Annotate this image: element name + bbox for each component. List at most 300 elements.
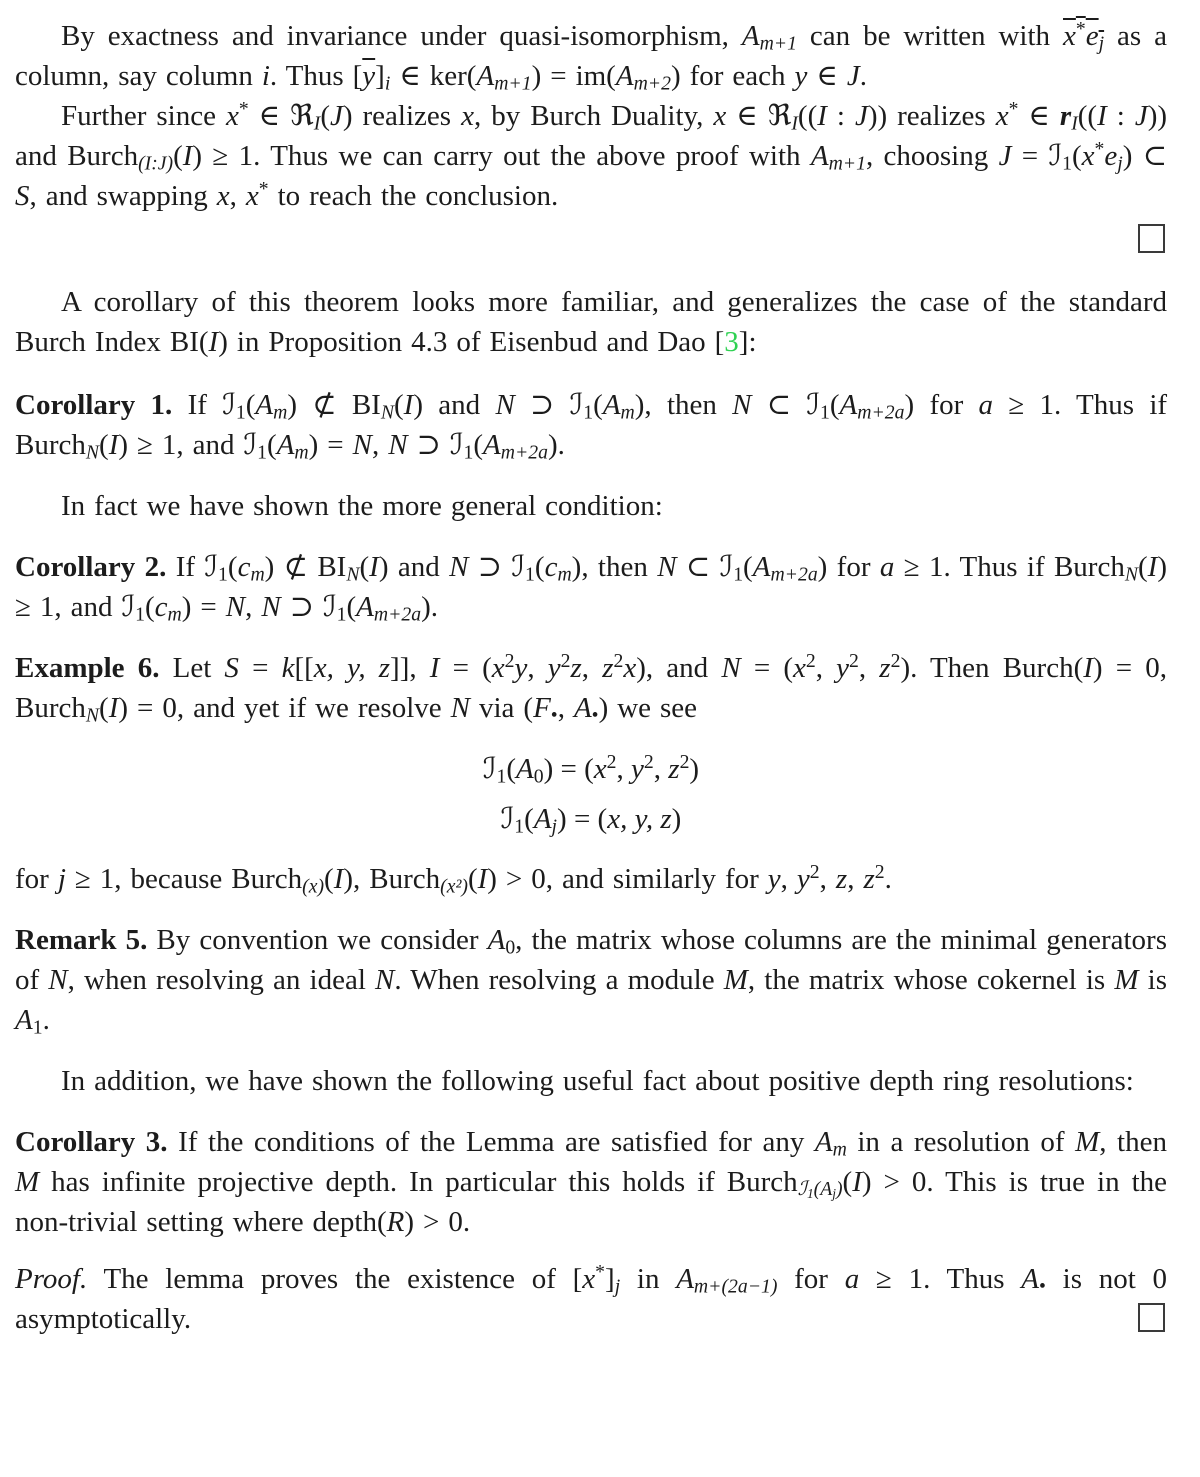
example-6 [15, 648, 1167, 728]
text-segment: A [533, 803, 552, 835]
text-segment: . [42, 1004, 50, 1036]
text-segment: for [777, 1263, 845, 1295]
text-segment: ) [835, 1178, 843, 1201]
text-segment: ℐ [569, 389, 584, 421]
text-segment: 1 [525, 563, 535, 586]
paragraph-for-j [15, 859, 1167, 899]
text-segment: Proof. [15, 1263, 88, 1295]
text-segment: I [369, 551, 379, 583]
text-segment: z [668, 753, 680, 785]
text-segment: j [832, 1186, 836, 1202]
text-segment: ℐ [1048, 140, 1063, 172]
text-segment: (x) [302, 875, 325, 898]
text-segment: ( [1137, 551, 1148, 583]
text-segment: 1 [257, 441, 268, 464]
text-segment: I [208, 326, 219, 358]
text-segment: 2 [504, 650, 515, 673]
text-segment: ( [145, 591, 155, 623]
text-segment: A [820, 1178, 833, 1201]
text-segment: . Thus [ [269, 60, 363, 92]
text-segment: ) and [378, 551, 450, 583]
text-segment: e [1085, 20, 1099, 52]
text-segment: = [238, 652, 282, 684]
text-segment: 1 [235, 401, 246, 424]
text-segment: ), then [571, 551, 658, 583]
text-segment: : [1106, 100, 1135, 132]
text-segment: y [796, 863, 810, 895]
text-segment: 2 [890, 650, 901, 673]
text-segment: ) for each [670, 60, 795, 92]
text-segment: ]: [738, 326, 757, 358]
text-segment: x [582, 1263, 596, 1295]
text-segment: ) ⊄ BI [264, 551, 347, 583]
text-segment: ℐ [323, 591, 337, 623]
text-segment: M [1114, 964, 1139, 996]
text-segment: j [614, 1275, 621, 1298]
text-segment: [[ [294, 652, 314, 684]
paragraph-corollary-intro [15, 282, 1167, 362]
text-segment: y [631, 753, 644, 785]
text-segment: ℐ [222, 389, 236, 421]
paragraph-in-addition [15, 1061, 1167, 1101]
text-segment: ) for [904, 389, 979, 421]
text-segment: J [1134, 100, 1148, 132]
text-segment: = ( [439, 652, 492, 684]
text-segment: r [1059, 100, 1072, 132]
text-segment: ≥ 1, because Burch [65, 863, 303, 895]
text-segment: ) = ( [557, 803, 608, 835]
text-segment: c [237, 551, 251, 583]
text-segment: k [281, 652, 295, 684]
text-segment: m [167, 603, 182, 626]
equation-i1-a0 [15, 746, 1167, 792]
text-segment: m [620, 401, 635, 424]
text-segment: ). Then Burch( [900, 652, 1084, 684]
text-segment: A [839, 389, 858, 421]
text-segment: x [793, 652, 806, 684]
text-segment: z [863, 863, 875, 895]
text-segment: , [581, 652, 603, 684]
text-segment: ( [359, 551, 370, 583]
text-segment: x [461, 100, 474, 132]
text-segment: In fact we have shown the more general condition: [61, 490, 663, 522]
text-segment: A [741, 20, 760, 52]
text-segment: A [615, 60, 634, 92]
text-segment: ( [99, 429, 109, 461]
text-segment: x, y, z [607, 803, 672, 835]
text-segment: y [794, 60, 808, 92]
text-segment: c [544, 551, 558, 583]
text-segment: I [429, 652, 440, 684]
text-segment: ] [605, 1263, 615, 1295]
text-segment: 1 [463, 441, 474, 464]
text-segment: 1 [820, 401, 830, 424]
text-segment: N [495, 389, 515, 421]
text-segment: 2 [805, 650, 816, 673]
text-segment: A [676, 1263, 694, 1295]
text-segment: z [879, 652, 891, 684]
text-segment: ⊂ [751, 389, 807, 421]
text-segment: A [814, 1126, 833, 1158]
text-segment: I [108, 429, 119, 461]
text-segment: , [371, 429, 389, 461]
text-segment: A [276, 429, 295, 461]
corollary-1 [15, 385, 1167, 465]
text-segment: ) we see [598, 692, 698, 724]
text-segment: , [847, 863, 864, 895]
paragraph-in-fact [15, 486, 1167, 526]
text-segment: ⊃ [514, 389, 570, 421]
text-segment: Corollary 3. [15, 1126, 168, 1158]
text-segment: ) = im( [531, 60, 616, 92]
proof-paragraph [15, 1259, 1167, 1339]
text-segment: ( [506, 753, 517, 785]
text-segment: * [238, 98, 249, 121]
text-segment: ) for [817, 551, 880, 583]
text-segment: ) = [308, 429, 353, 461]
text-segment: in a resolution of [846, 1126, 1076, 1158]
text-segment: ℐ [121, 591, 136, 623]
text-segment: A [810, 140, 829, 172]
text-segment: i [384, 72, 391, 95]
text-segment: ( [324, 863, 334, 895]
text-segment: ℐ [511, 551, 526, 583]
text-segment: ∈ [726, 100, 768, 132]
text-segment: is [1138, 964, 1167, 996]
text-segment: A [573, 692, 592, 724]
text-segment: ( [524, 803, 534, 835]
text-segment: J [330, 100, 343, 132]
text-segment: ℐ [449, 429, 464, 461]
text-segment: , [815, 652, 837, 684]
text-segment: z [570, 652, 582, 684]
text-segment: ℐ [204, 551, 219, 583]
text-segment: for [15, 863, 58, 895]
text-segment: ) ⊄ BI [287, 389, 381, 421]
equation-i1-aj [15, 796, 1167, 842]
text-segment: M [15, 1166, 40, 1198]
text-segment: 1 [806, 1186, 814, 1202]
text-segment: , [527, 652, 548, 684]
text-segment: I [791, 112, 798, 135]
text-segment: x [225, 100, 239, 132]
text-segment: * [1008, 98, 1019, 121]
text-segment: The lemma proves the existence of [ [87, 1263, 583, 1295]
text-segment: N [450, 692, 470, 724]
text-segment: , [819, 863, 836, 895]
text-segment: , then [1099, 1126, 1167, 1158]
text-segment: I [1097, 100, 1107, 132]
text-segment: A [483, 429, 501, 461]
text-segment: , [780, 863, 797, 895]
text-segment: M [1075, 1126, 1100, 1158]
text-segment: I [1071, 112, 1078, 135]
text-segment: to reach the conclusion. [268, 180, 559, 212]
text-segment: ⊃ [280, 591, 323, 623]
text-segment: Example 6. [15, 652, 160, 684]
text-segment: , [245, 591, 262, 623]
text-segment: Remark 5. [15, 924, 148, 956]
text-segment: ∈ [248, 100, 291, 132]
text-segment: 0 [533, 765, 544, 788]
text-segment: I [182, 140, 193, 172]
text-segment: i [261, 60, 270, 92]
text-segment: (( [797, 100, 818, 132]
text-segment: ) in Proposition 4.3 of Eisenbud and Dao [ [218, 326, 725, 358]
text-segment: ⊂ [676, 551, 720, 583]
paragraph-exactness [15, 16, 1167, 96]
text-segment [362, 60, 375, 92]
text-segment: 1 [135, 603, 145, 626]
text-segment: ) > 0. [404, 1206, 471, 1238]
text-segment: N [732, 389, 752, 421]
text-segment: I [477, 863, 488, 895]
text-segment: m+2a [373, 603, 422, 626]
text-segment: ≥ 1. Thus [859, 1263, 1022, 1295]
text-segment: ( [245, 389, 256, 421]
text-segment: ≥ 1. Thus if Burch [894, 551, 1125, 583]
text-segment: j [551, 815, 558, 838]
text-segment: , the matrix whose columns are the minimal generators of [15, 924, 1167, 996]
text-segment: )) and Burch [15, 100, 1168, 172]
text-segment: N [375, 964, 395, 996]
text-segment: N [449, 551, 469, 583]
text-segment: via ( [469, 692, 534, 724]
text-segment: 1 [32, 1016, 43, 1039]
text-segment: By convention we consider [147, 924, 488, 956]
text-segment: ( [467, 863, 478, 895]
text-segment: y [547, 652, 561, 684]
text-segment: , when resolving an ideal [67, 964, 375, 996]
qed-row [15, 221, 1167, 251]
text-segment: x [593, 753, 607, 785]
text-segment: I [817, 100, 827, 132]
text-segment: 1 [496, 765, 507, 788]
text-segment: , and swapping [29, 180, 217, 212]
text-segment: m+2a [500, 441, 548, 464]
text-segment: F [533, 692, 551, 724]
text-segment: j [1098, 32, 1105, 55]
text-segment: ℜ [767, 100, 792, 132]
text-segment: A [15, 1004, 33, 1036]
text-segment: 2 [849, 650, 859, 673]
text-segment: x [216, 180, 230, 212]
text-segment: I [403, 389, 414, 421]
text-segment: x [245, 180, 259, 212]
text-segment: $\overline{y}$ [362, 60, 376, 92]
text-segment: ( [473, 429, 484, 461]
text-segment: ). [421, 591, 439, 623]
text-segment: ) = 0, and yet if we resolve [118, 692, 451, 724]
text-segment: ( [173, 140, 183, 172]
text-segment: 2 [560, 650, 571, 673]
text-segment: J [998, 140, 1012, 172]
text-segment: S [224, 652, 239, 684]
text-segment: 2 [613, 650, 624, 673]
text-segment: 2 [679, 751, 690, 774]
text-segment: ), and [636, 652, 722, 684]
text-segment: ( [534, 551, 545, 583]
text-segment: ) = [181, 591, 226, 623]
text-segment: J [854, 100, 868, 132]
text-segment: x [1081, 140, 1095, 172]
text-segment: ) ≥ 1. Thus we can carry out the above proof with [192, 140, 811, 172]
text-segment: ( [813, 1178, 821, 1201]
text-segment: ) > 0, and similarly for [487, 863, 768, 895]
text-segment: If [166, 551, 205, 583]
text-segment: ( [320, 100, 330, 132]
text-segment: m+2a [770, 563, 818, 586]
text-segment: x [995, 100, 1009, 132]
text-segment: m [557, 563, 572, 586]
text-segment: x [713, 100, 727, 132]
corollary-2 [15, 547, 1167, 627]
paragraph-burch-duality [15, 96, 1167, 216]
text-segment: ℐ [482, 753, 497, 785]
text-segment: 0 [505, 936, 516, 959]
text-segment: In addition, we have shown the following useful fact about positive depth ring resolutions: [61, 1065, 1134, 1097]
text-segment: = [1011, 140, 1049, 172]
text-segment: I [333, 863, 344, 895]
text-segment: N [85, 704, 100, 727]
text-segment: m+1 [828, 152, 866, 175]
text-segment: ), Burch [343, 863, 441, 895]
text-segment: ∈ [807, 60, 847, 92]
text-segment: A corollary of this theorem looks more familiar, and generalizes the case of the standard Burch Index BI( [15, 286, 1167, 358]
qed-box [1138, 1303, 1165, 1332]
text-segment: • [1039, 1275, 1046, 1298]
text-segment: A [1021, 1263, 1039, 1295]
text-segment: I [108, 692, 119, 724]
text-segment: 1 [733, 563, 744, 586]
text-segment: x, y, z [313, 652, 391, 684]
text-segment: ) > 0. This is true in the non-trivial setting where depth( [15, 1166, 1168, 1238]
text-segment: ( [829, 389, 840, 421]
text-segment: e [1104, 140, 1118, 172]
text-segment: R [386, 1206, 405, 1238]
text-segment: I [1083, 652, 1093, 684]
text-segment: A [356, 591, 374, 623]
text-segment: m [250, 563, 265, 586]
text-segment: ℐ [719, 551, 734, 583]
text-segment: m+2 [633, 72, 671, 95]
text-segment: (x²) [440, 875, 468, 898]
text-segment: 1 [514, 815, 525, 838]
text-segment: N [261, 591, 281, 623]
text-segment: 2 [606, 751, 617, 774]
text-segment: . [859, 60, 867, 92]
text-segment: : [826, 100, 855, 132]
text-segment: ℐ [243, 429, 258, 461]
text-segment: I [852, 1166, 862, 1198]
text-segment: ( [346, 591, 357, 623]
text-segment: * [595, 1261, 606, 1284]
text-segment: m [832, 1138, 847, 1161]
text-segment: ) ≥ 1, and [118, 429, 244, 461]
text-segment: as a column, say column [15, 20, 1168, 92]
text-segment: ) ⊂ [1122, 140, 1167, 172]
text-segment: a [879, 551, 895, 583]
text-segment: ) realizes [342, 100, 462, 132]
text-segment: ( [593, 389, 603, 421]
text-segment: ( [267, 429, 277, 461]
qed-box [1138, 224, 1165, 253]
text-segment: ) [689, 753, 700, 785]
text-segment: S [15, 180, 30, 212]
text-segment [798, 1178, 843, 1200]
text-segment: If the conditions of the Lemma are satisfied for any [167, 1126, 815, 1158]
text-segment: ( [1071, 140, 1082, 172]
text-segment: Corollary 1. [15, 389, 173, 421]
text-segment: . [884, 863, 892, 895]
text-segment: ] [375, 60, 385, 92]
text-segment: j [57, 863, 66, 895]
text-segment: ) ≥ 1, and [15, 551, 1167, 623]
text-segment: A [487, 924, 506, 956]
text-segment: N [346, 563, 360, 586]
text-segment: A [476, 60, 495, 92]
text-segment: Corollary 2. [15, 551, 167, 583]
text-segment: ) [671, 803, 682, 835]
text-segment: m [294, 441, 309, 464]
text-segment: m+1 [759, 32, 797, 55]
text-segment: ) = ( [543, 753, 594, 785]
text-segment: • [591, 704, 599, 727]
text-segment: (( [1077, 100, 1098, 132]
text-segment: , [653, 753, 669, 785]
text-segment: * [258, 178, 269, 201]
text-segment: has infinite projective depth. In particular this holds if Burch [39, 1166, 798, 1198]
text-segment: I [1147, 551, 1158, 583]
text-segment: , [858, 652, 880, 684]
text-segment: M [723, 964, 748, 996]
text-segment: A [516, 753, 534, 785]
text-segment: 2 [809, 861, 820, 884]
text-segment: * [1075, 18, 1086, 41]
text-segment: N [352, 429, 372, 461]
text-segment: ( [842, 1166, 853, 1198]
text-segment: c [154, 591, 168, 623]
text-segment: m+(2a−1) [693, 1275, 778, 1298]
text-segment: ]], [390, 652, 430, 684]
text-segment: is not 0 asymptotically. [15, 1263, 1168, 1335]
text-segment: , [557, 692, 574, 724]
text-segment: ( [99, 692, 109, 724]
text-segment: 1 [1062, 152, 1072, 175]
text-segment: J [846, 60, 860, 92]
corollary-3 [15, 1122, 1167, 1242]
text-segment: ⊃ [407, 429, 450, 461]
text-segment: z [835, 863, 848, 895]
citation-link[interactable]: 3 [724, 326, 739, 358]
text-segment: ) = 0, Burch [15, 652, 1167, 724]
text-segment: , [229, 180, 246, 212]
text-segment: m+1 [494, 72, 532, 95]
text-segment: y [514, 652, 528, 684]
text-segment: By exactness and invariance under quasi-isomorphism, [61, 20, 742, 52]
text-segment: N [388, 429, 408, 461]
text-segment: a [844, 1263, 860, 1295]
text-segment: x [491, 652, 505, 684]
text-segment: in [620, 1263, 677, 1295]
text-segment: z [602, 652, 614, 684]
text-segment: ∈ [1018, 100, 1060, 132]
text-segment: ⊃ [468, 551, 512, 583]
text-segment: N [225, 591, 246, 623]
text-segment: N [721, 652, 741, 684]
text-segment: Let [159, 652, 225, 684]
text-segment: A [255, 389, 274, 421]
